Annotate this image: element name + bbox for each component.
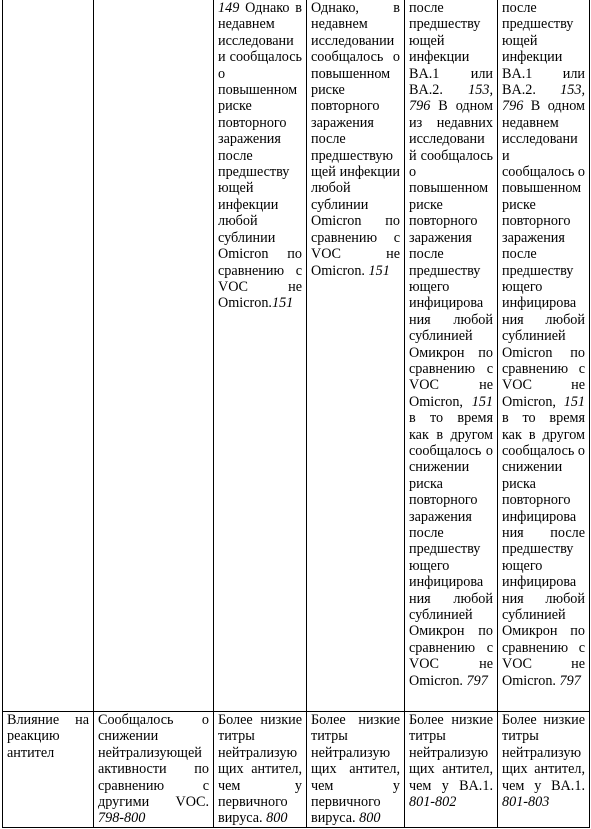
table-cell [94,0,214,712]
reference-number: 151 [563,393,585,410]
reference-number: 800 [359,810,381,827]
cell-text: Сообщалось о снижении нейтрализующей активности по сравнению с другими VOC. [98,712,209,811]
table-cell [498,0,590,712]
table-cell [405,712,498,828]
reference-number: 801-802 [409,794,457,811]
table-cell [307,712,405,828]
reference-number: 153, 796 [502,82,585,115]
cell-text: Более низкие титры нейтрализую щих антител, чем у BA.1. [409,712,493,794]
table-cell [94,712,214,828]
comparison-table [2,0,590,828]
reference-number: 798-800 [98,810,146,827]
cell-text: Более низкие титры нейтрализую щих антител, чем у первичного вируса. [311,712,400,827]
cell-text: в то время как в другом сообщалось о снижении риска повторного инфицирова ния после предшеству ющего инфицирова ния любой сублинией Омикрон по сравнению с VOC не Omicron. [502,410,585,689]
table-row [3,0,590,712]
table-cell [405,0,498,712]
reference-number: 149 [218,0,240,16]
cell-text: Более низкие титры нейтрализую щих антител, чем у первичного вируса. [218,712,302,827]
table-cell [214,712,307,828]
cell-text: после предшеству ющей инфекции BA.1 или BA.2. [409,0,493,99]
reference-number: 151 [471,393,493,410]
cell-text: после предшеству ющей инфекции BA.1 или BA.2. [502,0,585,99]
table-cell [3,0,94,712]
reference-number: 797 [559,672,581,689]
row-header-cell [3,712,94,828]
reference-number: 797 [466,672,488,689]
table-row [3,712,590,828]
reference-number: 801-803 [502,794,550,811]
cell-text: В одном из недавних исследовани й сообщалось о повышенном риске повторного заражения после предшеству ющего инфицирова ния любой сублинией Омикрон по сравнению с VOC не Omicron, [409,98,493,410]
reference-number: 151 [368,262,390,279]
table-cell [498,712,590,828]
table-cell [307,0,405,712]
table-cell [214,0,307,712]
reference-number: 800 [266,810,288,827]
cell-text: в то время как в другом сообщалось о снижении риска повторного заражения после предшеству ющего инфицирова ния любой сублинией Омикрон по сравнению с VOC не Omicron. [409,410,493,689]
cell-text: В одном недавнем исследовани и сообщалось о повышенном риске повторного заражения после предшеству ющего инфицирова ния любой сублинией Omicron по сравнению с VOC не Omicron, [502,98,585,410]
cell-text: Однако, в недавнем исследовании сообщалось о повышенном риске повторного заражения после предшествую щей инфекции любой сублинии Omicron по сравнению с VOC не Omicron. [311,0,400,279]
reference-number: 151 [271,295,294,312]
cell-text: Однако в недавнем исследовани и сообщалось о повышенном риске повторного заражения после предшеству ющей инфекции любой сублинии Omicron по сравнению с VOC не Omicron. [218,0,302,312]
cell-text: Влияние на реакцию антител [7,712,89,761]
cell-text: Более низкие титры нейтрализую щих антител, чем у BA.1. [502,712,585,794]
reference-number: 153, 796 [409,82,493,115]
